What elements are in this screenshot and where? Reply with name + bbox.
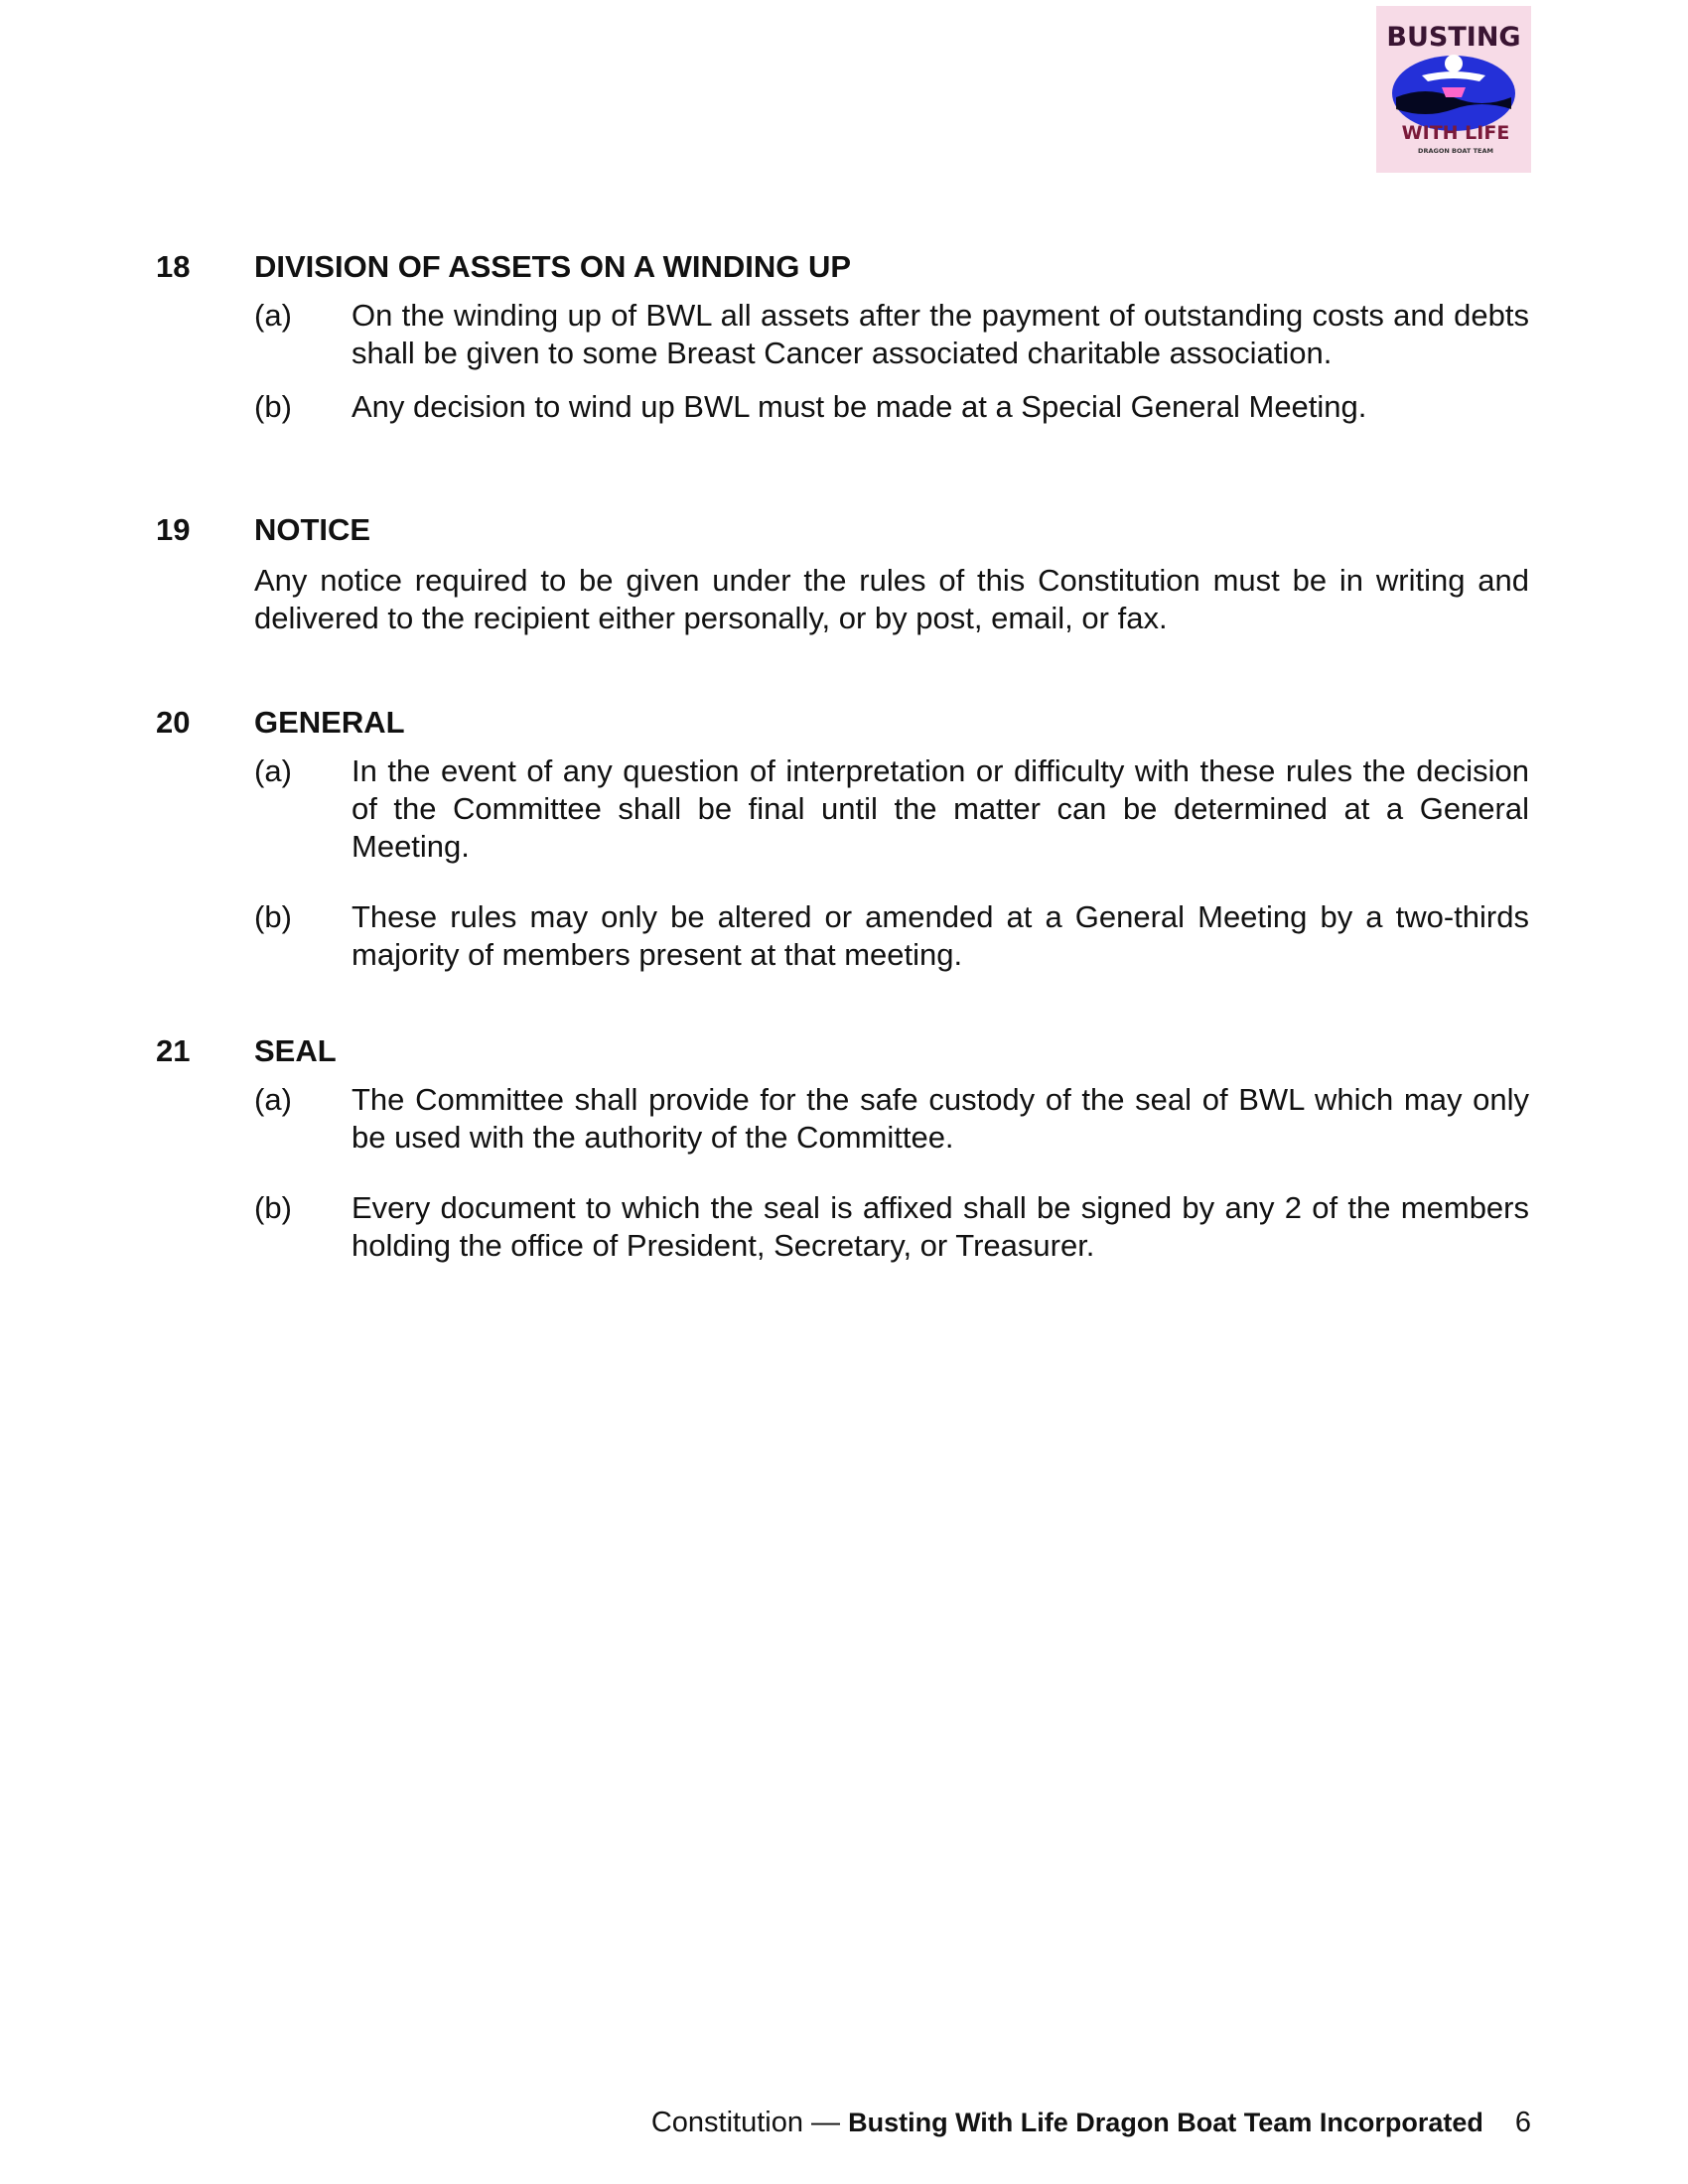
clause-label: (a) (254, 298, 292, 333)
footer-prefix: Constitution — (650, 2107, 849, 2138)
section-heading (156, 1033, 1529, 1073)
section-heading (156, 512, 1529, 552)
section-title: SEAL (254, 1033, 337, 1068)
clause-text: Every document to which the seal is affixed shall be signed by any 2 of the members holding the office of President, Secretary, or Treasurer. (352, 1190, 1529, 1263)
section-number: 19 (156, 512, 191, 547)
section-number: 18 (156, 249, 191, 284)
section-19 (156, 512, 1529, 637)
clause-label: (a) (254, 1082, 292, 1117)
section-title: DIVISION OF ASSETS ON A WINDING UP (254, 249, 852, 284)
page-footer (651, 2107, 1531, 2139)
clause-label: (b) (254, 1190, 292, 1225)
page-number: 6 (1514, 2107, 1531, 2138)
team-logo (1376, 6, 1531, 173)
clause-label: (b) (254, 899, 292, 934)
section-number: 20 (156, 705, 191, 740)
svg-text:BUSTING: BUSTING (1386, 22, 1521, 53)
clause-label: (b) (254, 389, 292, 424)
section-21 (156, 1033, 1529, 1265)
clause-item (156, 752, 1529, 866)
clause-item (156, 297, 1529, 372)
section-heading (156, 705, 1529, 745)
clause-item (156, 1081, 1529, 1157)
clause-item (156, 388, 1529, 426)
section-paragraph: Any notice required to be given under the rules of this Constitution must be in writing and delivered to the recipient either personally, or by post, email, or fax. (254, 563, 1529, 635)
svg-text:WITH LIFE: WITH LIFE (1401, 122, 1510, 144)
clause-item (156, 898, 1529, 974)
clause-text: These rules may only be altered or amended at a General Meeting by a two-thirds majority of members present at that meeting. (352, 899, 1529, 972)
svg-text:DRAGON BOAT TEAM: DRAGON BOAT TEAM (1418, 147, 1493, 155)
clause-item (156, 1189, 1529, 1265)
clause-text: The Committee shall provide for the safe custody of the seal of BWL which may only be used with the authority of the Committee. (352, 1082, 1529, 1155)
section-number: 21 (156, 1033, 191, 1068)
clause-text: Any decision to wind up BWL must be made at a Special General Meeting. (352, 389, 1367, 424)
clause-label: (a) (254, 753, 292, 788)
section-20 (156, 705, 1529, 974)
section-title: GENERAL (254, 705, 405, 740)
clause-text: In the event of any question of interpretation or difficulty with these rules the decision of the Committee shall be final until the matter can be determined at a General Meeting. (352, 753, 1529, 864)
footer-organization: Busting With Life Dragon Boat Team Incorporated (848, 2108, 1483, 2137)
document-body (156, 249, 1529, 1265)
section-heading (156, 249, 1529, 289)
section-18 (156, 249, 1529, 426)
clause-text: On the winding up of BWL all assets after the payment of outstanding costs and debts shall be given to some Breast Cancer associated charitable association. (352, 298, 1529, 370)
section-title: NOTICE (254, 512, 371, 547)
